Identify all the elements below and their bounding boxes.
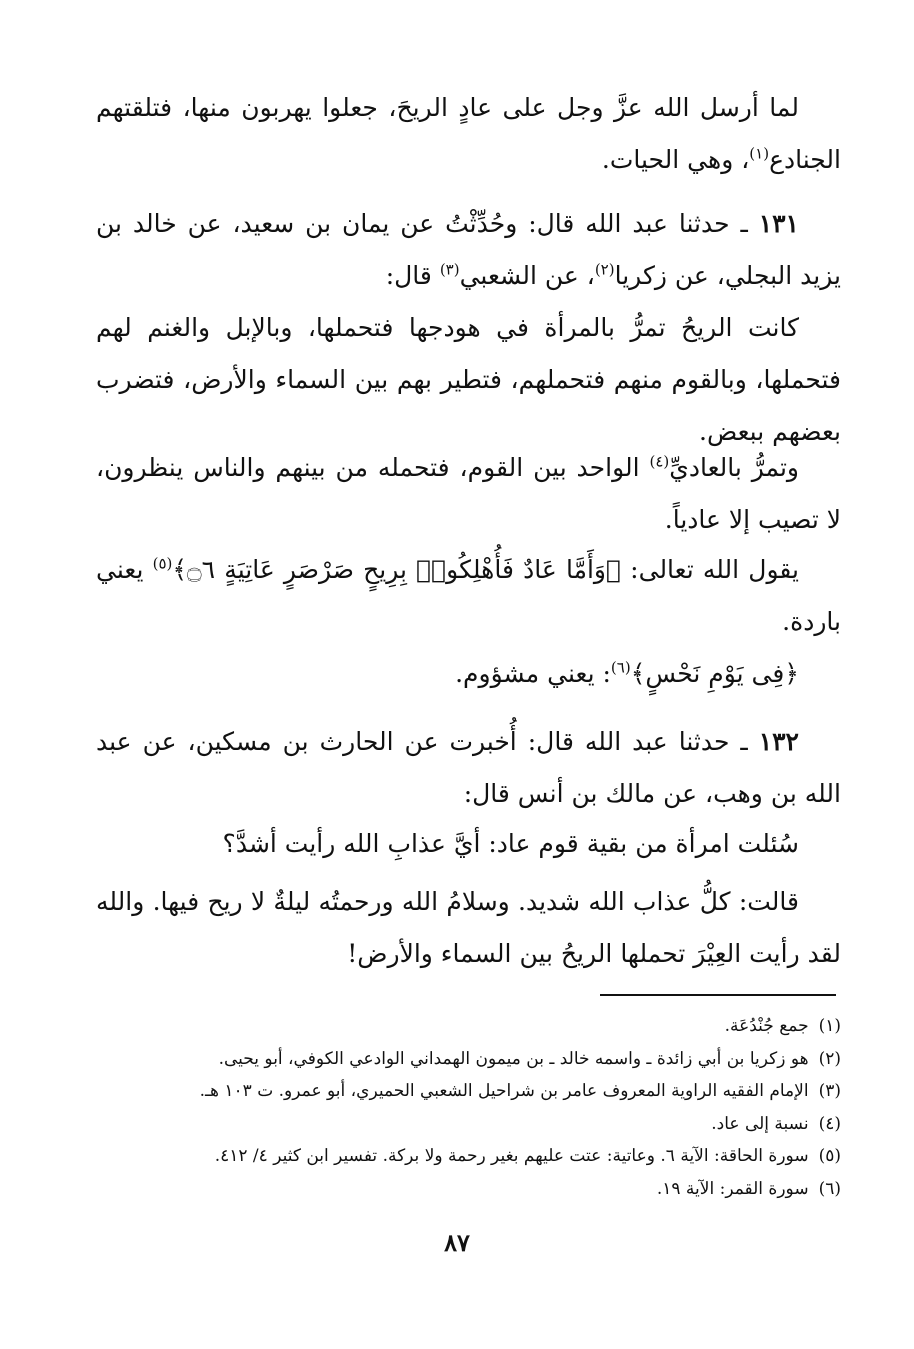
- footnote-ref-5: (٥): [152, 554, 173, 573]
- quran-verse-qamar: [96, 648, 841, 700]
- question: [96, 818, 841, 870]
- footnote-2: (٢)هو زكريا بن أبي زائدة ـ واسمه خالد ـ بن ميمون الهمداني الوادعي الكوفي، أبو يحيى.: [218, 1048, 841, 1069]
- main-text: [96, 82, 841, 186]
- footnote-3: (٣)الإمام الفقيه الراوية المعروف عامر بن شراحيل الشعبي الحميري، أبو عمرو. ت ١٠٣ هـ.: [199, 1081, 841, 1101]
- paragraph-3: كانت الريحُ تمرُّ بالمرأة في هودجها فتحملها، وبالإبل والغنم لهم فتحملها، وبالقوم منهم فتحملهم، فتطير بهم بين السماء والأرض، فتضرب بعضهم ببعض.: [96, 313, 841, 446]
- footnote-ref-6: (٦): [610, 658, 631, 677]
- paragraph-1: لما أرسل الله عزَّ وجل على عادٍ الريحَ، جعلوا يهربون منها، فتلقتهم الجنادع$^{(١)}$، وهي الحيات.: [96, 93, 841, 174]
- footnote-1: (١)جمع جُنْدُعَة.: [724, 1016, 841, 1036]
- footnote-divider: [600, 994, 836, 996]
- paragraph-6: ﴿فِى يَوْمِ نَحْسٍ﴾$^{(٦)}$: يعني مشؤوم.: [455, 658, 799, 688]
- page-number: ٨٧: [444, 1228, 470, 1257]
- footnote-ref-2: (٢): [594, 260, 615, 279]
- quran-quote: ﴿وَأَمَّا عَادٌ فَأُهْلِكُوا۟ بِرِيحٍ صَرْصَرٍ عَاتِيَةٍ ۝٦﴾: [172, 555, 621, 584]
- narration-adi: [96, 442, 841, 546]
- footnote-4: (٤)نسبة إلى عاد.: [711, 1113, 841, 1134]
- hadith-number: ١٣٢: [758, 727, 799, 756]
- narration-wind: [96, 302, 841, 458]
- paragraph-4: وتمرُّ بالعاديِّ$^{(٤)}$ الواحد بين القوم، فتحمله من بينهم والناس ينظرون، لا تصيب إلا عادياً.: [96, 452, 841, 534]
- hadith-131: [96, 198, 841, 302]
- paragraph-9: قالت: كلُّ عذاب الله شديد. وسلامُ الله ورحمتُه ليلةٌ لا ريح فيها. والله لقد رأيت العِيْرَ تحملها الريحُ بين السماء والأرض!: [96, 887, 841, 968]
- paragraph-8: سُئلت امرأة من بقية قوم عاد: أيَّ عذابِ الله رأيت أشدَّ؟: [222, 829, 799, 858]
- answer: [96, 876, 841, 980]
- footnote-ref-4: (٤): [649, 452, 670, 471]
- hadith-number: ١٣١: [758, 209, 799, 238]
- footnote-ref-3: (٣): [439, 260, 460, 279]
- hadith-132: [96, 716, 841, 820]
- footnote-5: (٥)سورة الحاقة: الآية ٦. وعاتية: عتت عليهم بغير رحمة ولا بركة. تفسير ابن كثير ٤/ ٤١٢.: [214, 1146, 841, 1166]
- paragraph-2: ١٣١ ـ حدثنا عبد الله قال: وحُدِّثْتُ عن يمان بن سعيد، عن خالد بن يزيد البجلي، عن زكريا$^{(٢)}$، عن الشعبي$^{(٣)}$ قال:: [96, 209, 841, 290]
- footnote-6: (٦)سورة القمر: الآية ١٩.: [656, 1178, 841, 1199]
- quran-verse-haqqa: [96, 544, 841, 648]
- paragraph-7: ١٣٢ ـ حدثنا عبد الله قال: أُخبرت عن الحارث بن مسكين، عن عبد الله بن وهب، عن مالك بن أنس قال:: [96, 727, 841, 808]
- footnotes: [96, 1010, 841, 1205]
- quran-quote: ﴿فِى يَوْمِ نَحْسٍ﴾: [630, 659, 799, 688]
- paragraph-5: يقول الله تعالى: ﴿وَأَمَّا عَادٌ فَأُهْلِكُوا۟ بِرِيحٍ صَرْصَرٍ عَاتِيَةٍ ۝٦﴾$^{(٥)}$ يعني باردة.: [96, 554, 841, 636]
- footnote-ref-1: (١): [749, 144, 770, 163]
